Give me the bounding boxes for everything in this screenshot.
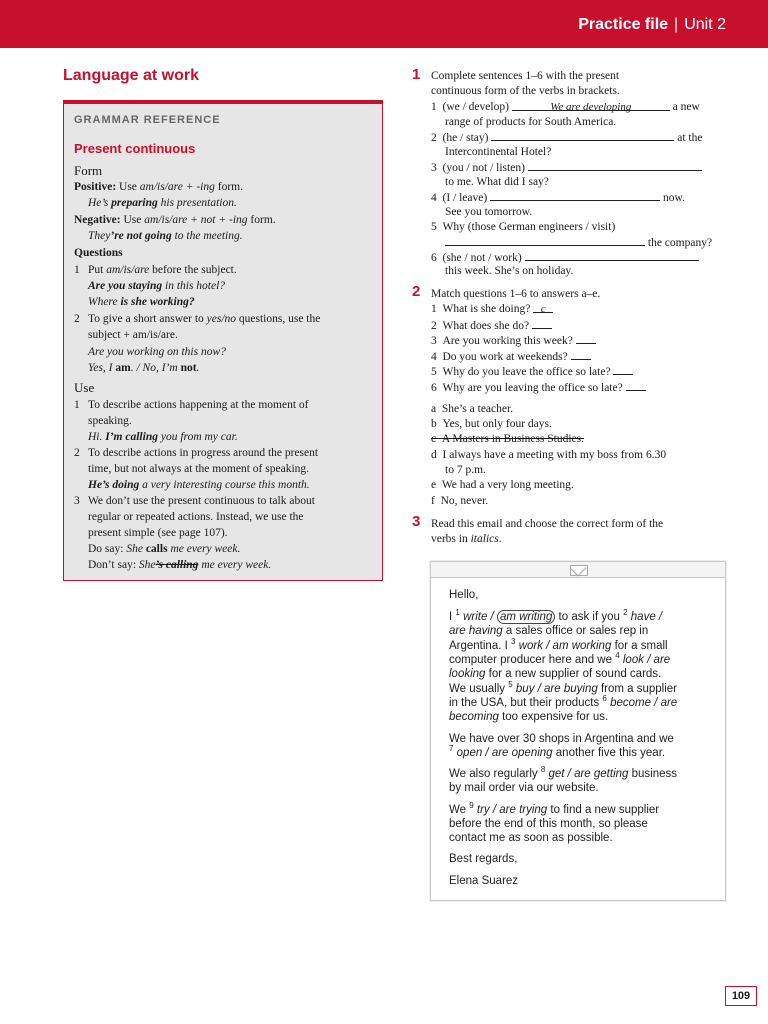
use-example-1: Hi. I’m calling you from my car. [88, 431, 238, 443]
email-line-2: are having a sales office or sales rep in [449, 625, 649, 637]
email-para-2-line-2: $^7$ open / are opening another five this year. [449, 744, 666, 759]
email-greeting: Hello, [449, 589, 479, 601]
email-para-3-line-2: by mail order via our website. [449, 782, 599, 794]
email-line-3: Argentina. I $^3$ work / am working for a small [449, 637, 668, 652]
negative-example: They’re not going to the meeting. [88, 230, 243, 242]
ex1-item-1-line2: range of products for South America. [445, 116, 617, 128]
exercise-2-number: 2 [412, 283, 421, 300]
grammar-heading: GRAMMAR REFERENCE [74, 114, 221, 126]
ex1-item-1: 1 (we / develop) We are developing a new [431, 101, 700, 113]
grammar-reference-box [63, 100, 383, 581]
ex2-answer-2[interactable] [532, 318, 552, 329]
use-rule-2: To describe actions in progress around the present [88, 447, 319, 459]
email-para-4-line-1: We $^9$ try / are trying to find a new supplier [449, 801, 660, 816]
ex2-question-5: 5 Why do you leave the office so late? [431, 364, 633, 380]
ex1-item-2-blank[interactable] [491, 130, 674, 141]
use-example-2: He’s doing a very interesting course this month. [88, 479, 310, 491]
email-line-6: We usually $^5$ buy / are buying from a supplier [449, 680, 678, 695]
exercise-1-number: 1 [412, 66, 421, 83]
do-say-example: Do say: She calls me every week. [88, 543, 241, 555]
envelope-icon [570, 565, 588, 576]
circled-answer: am writing [497, 610, 555, 624]
ex1-item-4: 4 (I / leave) now. [431, 192, 685, 204]
ex2-answer-5[interactable] [613, 364, 633, 375]
ex2-answer-4[interactable] [571, 349, 591, 360]
exercise-3-number: 3 [412, 513, 421, 530]
ex2-option-a: a She’s a teacher. [431, 403, 514, 415]
ex1-item-5: 5 Why (those German engineers / visit) [431, 221, 616, 233]
question-rule-2: 2 [74, 313, 80, 325]
ex2-answer-3[interactable] [576, 333, 596, 344]
positive-rule: Positive: Use am/is/are + -ing form. [74, 181, 243, 193]
email-para-4-line-3: contact me as soon as possible. [449, 832, 613, 844]
question-example-2: Where is she working? [88, 296, 195, 308]
email-closing: Best regards, [449, 853, 518, 865]
section-title: Language at work [63, 67, 200, 84]
ex1-item-2-line2: Intercontinental Hotel? [445, 146, 552, 158]
ex1-item-5-line2: the company? [445, 235, 712, 251]
email-line-5: looking for a new supplier of sound cards. [449, 668, 662, 680]
use-label: Use [74, 380, 95, 395]
question-example-1: Are you staying in this hotel? [88, 280, 226, 292]
email-line-1: I $^1$ write / am writing to ask if you $^2$ have / [449, 608, 663, 623]
email-para-3-line-1: We also regularly $^8$ get / are getting business [449, 765, 678, 780]
use-rule-3-line2: regular or repeated actions. Instead, we use the [88, 511, 304, 523]
use-rule-3-line3: present simple (see page 107). [88, 527, 228, 539]
ex2-question-3: 3 Are you working this week? [431, 333, 596, 349]
ex1-item-3-blank[interactable] [528, 160, 702, 171]
short-answer-example-2: Yes, I am. / No, I’m not. [88, 362, 200, 374]
email-panel [430, 561, 726, 901]
ex2-answer-1[interactable]: c [533, 302, 553, 313]
ex2-question-4: 4 Do you work at weekends? [431, 349, 591, 365]
page-number: 109 [725, 986, 757, 1006]
use-rule-2-num: 2 [74, 447, 80, 459]
email-header-strip [431, 562, 725, 578]
ex1-item-4-blank[interactable] [490, 190, 660, 201]
ex2-option-f: f No, never. [431, 495, 489, 507]
ex2-option-c: c A Masters in Business Studies. [431, 433, 585, 445]
grammar-subheading: Present continuous [74, 141, 196, 156]
ex2-option-d-line2: to 7 p.m. [445, 464, 486, 476]
ex2-answer-6[interactable] [626, 380, 646, 391]
exercise-2-instructions: Match questions 1–6 to answers a–e. [431, 288, 601, 300]
exercise-1-instructions-line2: continuous form of the verbs in brackets. [431, 85, 620, 97]
use-rule-3-num: 3 [74, 495, 80, 507]
ex1-item-3: 3 (you / not / listen) [431, 160, 702, 176]
short-answer-example-1: Are you working on this now? [88, 346, 226, 358]
email-line-8: becoming too expensive for us. [449, 711, 609, 723]
use-rule-2-line2: time, but not always at the moment of speaking. [88, 463, 310, 475]
form-label: Form [74, 163, 103, 178]
header-bar [0, 0, 768, 48]
ex1-item-2: 2 (he / stay) at the [431, 132, 703, 144]
use-rule-3: We don’t use the present continuous to talk about [88, 495, 315, 507]
email-para-2-line-1: We have over 30 shops in Argentina and we [449, 733, 674, 745]
ex1-item-3-line2: to me. What did I say? [445, 176, 549, 188]
question-rule-2-line2: subject + am/is/are. [88, 329, 178, 341]
questions-label: Questions [74, 247, 123, 259]
use-rule-1-num: 1 [74, 399, 80, 411]
use-rule-1: To describe actions happening at the moment of [88, 399, 309, 411]
question-rule-1: 1 [74, 264, 80, 276]
negative-rule: Negative: Use am/is/are + not + -ing form. [74, 214, 276, 226]
email-line-4: computer producer here and we $^4$ look / are [449, 651, 671, 666]
question-rule-1-text: Put am/is/are before the subject. [88, 264, 237, 276]
email-signature: Elena Suarez [449, 875, 519, 887]
dont-say-example: Don’t say: She’s calling me every week. [88, 559, 272, 571]
ex1-item-6: 6 (she / not / work) [431, 250, 699, 266]
ex1-item-6-blank[interactable] [525, 250, 699, 261]
ex2-question-6: 6 Why are you leaving the office so late? [431, 380, 646, 396]
ex1-item-1-answer[interactable]: We are developing [512, 100, 670, 111]
email-para-4-line-2: before the end of this month, so please [449, 818, 648, 830]
ex1-item-4-line2: See you tomorrow. [445, 206, 533, 218]
header-title: Practice file | Unit 2 [578, 16, 726, 33]
ex2-question-2: 2 What does she do? [431, 318, 552, 334]
use-rule-1-line2: speaking. [88, 415, 132, 427]
exercise-3-instructions: Read this email and choose the correct form of the [431, 518, 664, 530]
positive-example: He’s preparing his presentation. [88, 197, 237, 209]
ex2-option-d: d I always have a meeting with my boss from 6.30 [431, 449, 667, 461]
ex2-option-b: b Yes, but only four days. [431, 418, 552, 430]
exercise-3-instructions-line2: verbs in italics. [431, 533, 502, 545]
exercise-1-instructions: Complete sentences 1–6 with the present [431, 70, 620, 82]
ex2-question-1: 1 What is she doing? c [431, 302, 553, 317]
ex2-option-e: e We had a very long meeting. [431, 479, 574, 491]
ex1-item-5-blank[interactable] [445, 235, 645, 246]
question-rule-2-text: To give a short answer to yes/no questions, use the [88, 313, 321, 325]
ex1-item-6-line2: this week. She’s on holiday. [445, 265, 574, 277]
email-line-7: in the USA, but their products $^6$ become / are [449, 694, 678, 709]
